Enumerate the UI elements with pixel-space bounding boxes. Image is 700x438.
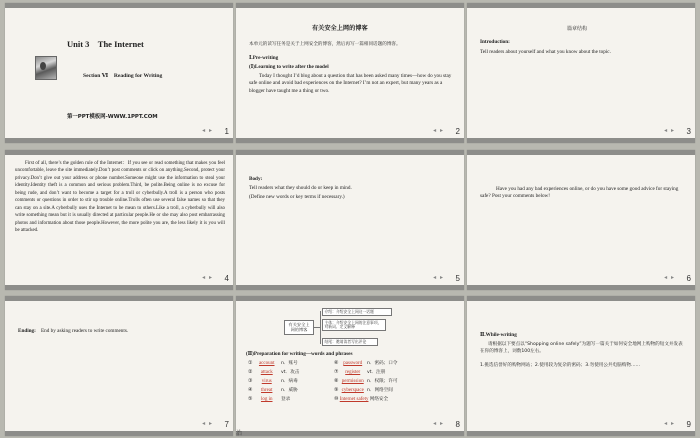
slide-thumbnail-1[interactable] [5,3,233,143]
slide-bottom-bar [5,431,233,436]
slide-nav-arrows[interactable]: ◂ ▸ [202,420,213,427]
slide-thumbnail-8[interactable] [236,296,464,436]
slide-number: 5 [455,274,460,283]
slide-nav-arrows[interactable]: ◂ ▸ [433,274,444,281]
body-text: Tell readers what they should do or keep in mind. [249,185,352,191]
slide-nav-arrows[interactable]: ◂ ▸ [433,127,444,134]
slide-nav-arrows[interactable]: ◂ ▸ [664,127,675,134]
introduction-label: Introduction: [480,39,510,45]
stray-footer-glyph: 治 [236,430,243,437]
slide-number: 2 [455,127,460,136]
slide-thumbnail-9[interactable] [467,296,695,436]
vocab-item: ⑩ Internet safety 网络安全 [334,397,389,402]
slide-top-bar [5,3,233,8]
slide-thumbnail-7[interactable] [5,296,233,436]
slide-bottom-bar [5,285,233,290]
vocab-item: ⑤ log in 登录 [248,397,291,402]
vocab-item: ⑦ register vt．注册 [334,370,386,375]
slide-number: 7 [224,420,229,429]
slide-nav-arrows[interactable]: ◂ ▸ [433,420,444,427]
slide-nav-arrows[interactable]: ◂ ▸ [664,274,675,281]
slide-nav-arrows[interactable]: ◂ ▸ [202,274,213,281]
slide-number: 8 [455,420,460,429]
slide-top-bar [5,150,233,155]
body-label: Body: [249,176,263,182]
while-writing-heading: Ⅱ.While-writing [480,332,517,338]
vocab-item: ⑧ permission n．权限；许可 [334,379,398,384]
template-footer-text: 第一PPT模板网-WWW.1PPT.COM [67,114,158,120]
slide-number: 3 [686,127,691,136]
conclusion-paragraph: Have you had any bad experiences online, or do you have some good advice for staying safe? Post your comments below! [480,186,679,200]
slide-thumbnail-3[interactable] [467,3,695,143]
slide-thumbnail-2[interactable] [236,3,464,143]
slide-number: 1 [224,127,229,136]
slide-bottom-bar [236,138,464,143]
unit-title: Unit 3 The Internet [67,39,144,49]
slide-thumbnail-6[interactable] [467,150,695,290]
ending-label: Ending: [18,328,36,334]
vocab-item: ⑨ cyberspace n．网络空间 [334,388,393,393]
mindmap-connector [320,311,321,344]
slide-top-bar [467,296,695,301]
mindmap-branch-intro: 介绍：介绍安全上网这一话题 [322,308,392,316]
slide-nav-arrows[interactable]: ◂ ▸ [664,420,675,427]
preparation-heading: (Ⅱ)Preparation for writing—words and phrases [246,351,353,357]
slide-top-bar [236,296,464,301]
slide-number: 9 [686,420,691,429]
slide-top-bar [236,150,464,155]
body-note: (Define new words or key terms if necessary.) [249,194,345,200]
slide-bottom-bar [467,431,695,436]
slide-number: 4 [224,274,229,283]
section-title: Section Ⅵ Reading for Writing [83,73,163,79]
slide-top-bar [5,296,233,301]
vocab-item: ① account n．账号 [248,361,298,366]
prewriting-heading: Ⅰ.Pre-writing [249,55,279,61]
slide-title: 有关安全上网的博客 [312,25,368,32]
vocab-item: ③ virus n．病毒 [248,379,298,384]
slide-heading: 篇章结构 [567,26,588,32]
slide-nav-arrows[interactable]: ◂ ▸ [202,127,213,134]
body-paragraph: First of all, there’s the golden rule of the Internet：If you see or read something that makes you feel uncomfortable, leave the site immediately.Don’t post comments or click on anything.Second, protect your privacy.Don’t give out your address or phone number.Someone might use the information to steal your identity.Identity theft is a common and serious problem.Third, be polite.Being online is no excuse for being rude, and don’t want to become a target for a troll or cyberbully.A troll is a person who posts comments or questions in order to stir up trouble online.Trolls often use several false names so that they can stay on a site.A cyberbully uses the Internet to be mean to others.Like a troll, a cyberbully will also write something mean but it is usually directed at particular people.He or she may also post embarrassing photos and information about those people.However, the more polite you are, the less likely it is you will be attacked. [15,161,225,234]
step-heading: (Ⅰ)Learning to write after the model [249,64,329,70]
slide-bottom-bar [236,285,464,290]
task-intro: 本单元的读写任务是关于上网安全的博客，然后再写一篇相同话题的博客。 [249,42,401,47]
slide-thumbnail-5[interactable] [236,150,464,290]
mindmap-center: 有关安全上网的博客 [284,320,314,335]
vocab-item: ⑥ password n．密码；口令 [334,361,398,366]
slide-bottom-bar [467,138,695,143]
vocab-item: ④ threat n．威胁 [248,388,298,393]
mindmap-branch-body: 主体：介绍安全上网的注意事项，对新词、定义解释 [322,319,386,331]
ending-text: End by asking readers to write comments. [41,328,129,334]
mindmap-branch-ending: 结尾：邀请读者写出评论 [322,338,378,346]
slide-top-bar [467,150,695,155]
writing-points: 1.挑选信誉好的购物网站；2.使用较为复杂的密码；3.勿使用公共电脑购物…… [480,363,641,368]
vocab-item: ② attack vt．攻击 [248,370,300,375]
slide-number: 6 [686,274,691,283]
slide-bottom-bar [5,138,233,143]
slide-top-bar [236,3,464,8]
writing-task: 请根据以下要点以“Shopping online safely”为题写一篇关于如何安全地网上购物的短文并发表在你的博客上，词数100左右。 [480,342,683,354]
model-paragraph: Today I thought I’d blog about a question that has been asked many times—how do you stay safe online and avoid bad experiences on the Internet? I’m not an expert, but many years as a blogger have taught me a thing or two. [249,73,452,94]
slide-bottom-bar [467,285,695,290]
introduction-text: Tell readers about yourself and what you know about the topic. [480,49,611,55]
slide-thumbnail-4[interactable] [5,150,233,290]
classroom-photo [35,56,57,80]
slide-bottom-bar [236,431,464,436]
slide-top-bar [467,3,695,8]
